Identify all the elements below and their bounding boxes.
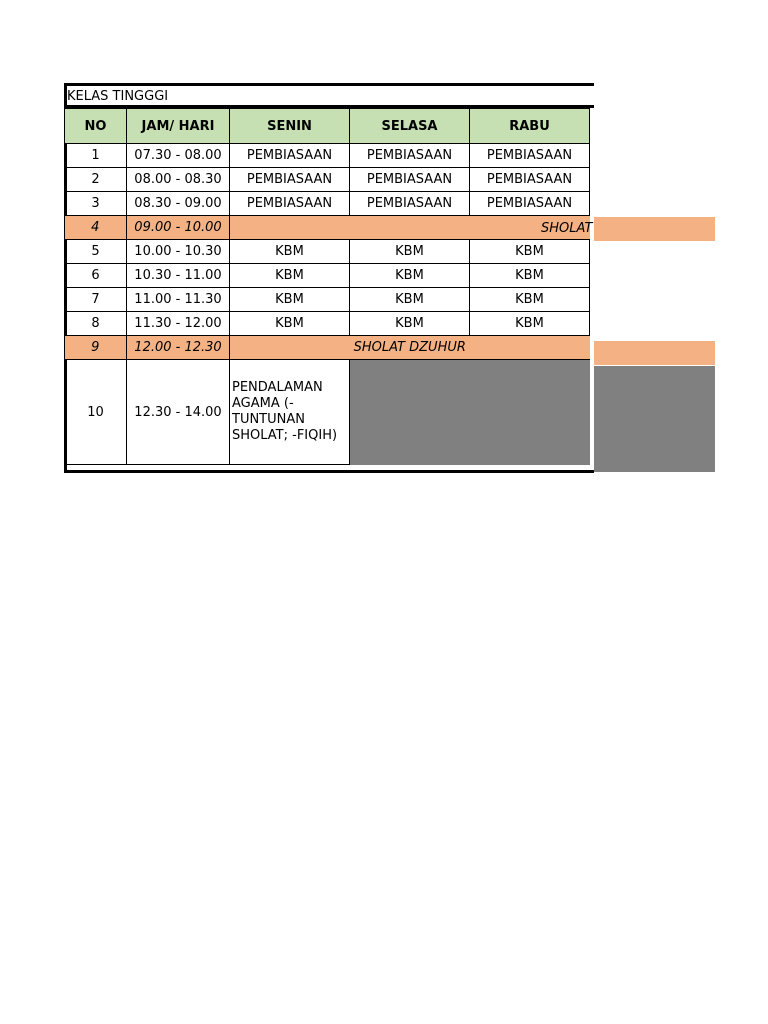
overflow-region [594, 108, 715, 473]
header-no: NO [65, 109, 127, 144]
table-row [65, 264, 590, 288]
cell-no: 2 [65, 168, 127, 192]
merged-break-cell [230, 216, 590, 240]
cell-jam: 09.00 - 10.00 [127, 216, 230, 240]
cell-senin: PEMBIASAAN [230, 144, 350, 168]
cell-selasa: PEMBIASAAN [350, 192, 470, 216]
cell-rabu: PEMBIASAAN [470, 168, 590, 192]
break-band-dzuhur [594, 341, 715, 365]
cell-senin: KBM [230, 264, 350, 288]
cell-rabu: KBM [470, 240, 590, 264]
cell-senin: KBM [230, 240, 350, 264]
sheet-title: KELAS TINGGGI [67, 89, 169, 104]
table-bottom-border [64, 470, 594, 473]
break-row-sholat [65, 216, 590, 240]
cell-jam: 07.30 - 08.00 [127, 144, 230, 168]
cell-senin: PENDALAMAN AGAMA (-TUNTUNAN SHOLAT; -FIQIH) [230, 360, 350, 465]
cell-rabu: KBM [470, 264, 590, 288]
break-row-dzuhur [65, 336, 590, 360]
table-row [65, 168, 590, 192]
cell-selasa: PEMBIASAAN [350, 168, 470, 192]
table-row [65, 288, 590, 312]
break-band-sholat [594, 217, 715, 241]
cell-no: 3 [65, 192, 127, 216]
header-jam: JAM/ HARI [127, 109, 230, 144]
cell-selasa: KBM [350, 240, 470, 264]
header-row [65, 109, 590, 144]
table-row [65, 240, 590, 264]
cell-jam: 12.00 - 12.30 [127, 336, 230, 360]
cell-selasa: KBM [350, 312, 470, 336]
cell-rabu: PEMBIASAAN [470, 144, 590, 168]
cell-jam: 08.00 - 08.30 [127, 168, 230, 192]
table-row [65, 312, 590, 336]
cell-no: 8 [65, 312, 127, 336]
grey-band [594, 366, 715, 472]
table-row [65, 144, 590, 168]
cell-senin: PEMBIASAAN [230, 168, 350, 192]
cell-no: 5 [65, 240, 127, 264]
cell-jam: 11.00 - 11.30 [127, 288, 230, 312]
header-selasa: SELASA [350, 109, 470, 144]
cell-jam: 12.30 - 14.00 [127, 360, 230, 465]
schedule-sheet [64, 83, 715, 473]
header-senin: SENIN [230, 109, 350, 144]
cell-senin: PEMBIASAAN [230, 192, 350, 216]
cell-senin: KBM [230, 312, 350, 336]
cell-selasa: KBM [350, 264, 470, 288]
cell-selasa: KBM [350, 288, 470, 312]
cell-no: 7 [65, 288, 127, 312]
cell-no: 1 [65, 144, 127, 168]
cell-jam: 10.00 - 10.30 [127, 240, 230, 264]
cell-no: 4 [65, 216, 127, 240]
cell-rabu: KBM [470, 312, 590, 336]
cell-rabu: PEMBIASAAN [470, 192, 590, 216]
merged-break-label: SHOLAT DZUHUR [230, 336, 590, 360]
schedule-table [64, 108, 590, 465]
table-row [65, 360, 590, 465]
cell-jam: 10.30 - 11.00 [127, 264, 230, 288]
header-rabu: RABU [470, 109, 590, 144]
cell-no: 9 [65, 336, 127, 360]
table-row [65, 192, 590, 216]
cell-jam: 11.30 - 12.00 [127, 312, 230, 336]
cell-selasa: PEMBIASAAN [350, 144, 470, 168]
cell-rabu: KBM [470, 288, 590, 312]
grey-merged-cell [350, 360, 590, 465]
cell-no: 6 [65, 264, 127, 288]
cell-no: 10 [65, 360, 127, 465]
cell-senin: KBM [230, 288, 350, 312]
cell-jam: 08.30 - 09.00 [127, 192, 230, 216]
merged-break-label-clipped: SHOLAT [541, 221, 593, 236]
